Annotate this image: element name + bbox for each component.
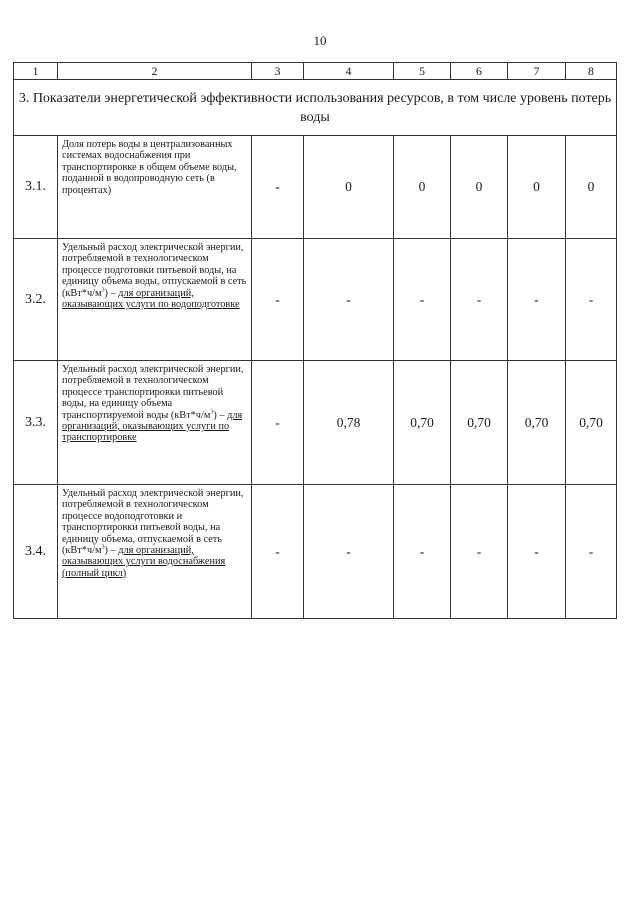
value-cell: - xyxy=(508,485,566,619)
header-cell: 4 xyxy=(304,63,394,80)
value-cell: - xyxy=(304,485,394,619)
indicators-table xyxy=(13,62,617,619)
header-cell: 7 xyxy=(508,63,566,80)
description-underlined: для организаций, оказывающих услуги водоснабжения (полный цикл) xyxy=(62,545,226,579)
description-text: Удельный расход электрической энергии, потребляемой в технологическом процессе водоподготовки и транспортировки питьевой воды, на единицу объема, отпускаемой в сеть (кВт*ч/м xyxy=(62,488,244,557)
value-cell: 0,70 xyxy=(394,361,451,485)
value-cell: 0 xyxy=(304,136,394,239)
value-cell: 0 xyxy=(566,136,617,239)
value-cell: 0,70 xyxy=(566,361,617,485)
table-row xyxy=(14,361,617,485)
superscript: 3 xyxy=(101,544,105,551)
value-cell: - xyxy=(252,361,304,485)
row-number: 3.1. xyxy=(14,136,58,239)
description-text: ) – xyxy=(104,545,119,557)
value-cell: 0 xyxy=(451,136,508,239)
value-cell: - xyxy=(394,485,451,619)
value-cell: - xyxy=(252,485,304,619)
value-cell: 0,70 xyxy=(508,361,566,485)
table-row xyxy=(14,485,617,619)
value-cell: - xyxy=(566,239,617,361)
row-number: 3.4. xyxy=(14,485,58,619)
row-description xyxy=(58,239,252,361)
description-text: Удельный расход электрической энергии, потребляемой в технологическом процессе транспортировки питьевой воды, на единицу объема транспортируемой воды (кВт*ч/м xyxy=(62,364,244,421)
description-text: Доля потерь воды в централизованных системах водоснабжения при транспортировке в общем объеме воды, поданной в водопроводную сеть (в процентах) xyxy=(62,139,237,196)
value-cell: - xyxy=(394,239,451,361)
value-cell: - xyxy=(252,136,304,239)
row-description xyxy=(58,485,252,619)
value-cell: - xyxy=(566,485,617,619)
value-cell: - xyxy=(451,239,508,361)
header-cell: 2 xyxy=(58,63,252,80)
value-cell: - xyxy=(252,239,304,361)
description-underlined: для организаций, оказывающих услуги по транспортировке xyxy=(62,409,243,444)
value-cell: - xyxy=(304,239,394,361)
value-cell: 0 xyxy=(508,136,566,239)
column-number-row xyxy=(14,63,617,80)
row-number: 3.2. xyxy=(14,239,58,361)
row-number: 3.3. xyxy=(14,361,58,485)
row-description xyxy=(58,136,252,239)
value-cell: - xyxy=(451,485,508,619)
value-cell: 0 xyxy=(394,136,451,239)
page-number: 10 xyxy=(313,33,327,48)
table-row xyxy=(14,239,617,361)
section-heading-row xyxy=(14,80,617,136)
value-cell: 0,78 xyxy=(304,361,394,485)
header-cell: 5 xyxy=(394,63,451,80)
description-text: ) – xyxy=(104,287,119,299)
description-text: Удельный расход электрической энергии, потребляемой в технологическом процессе подготовки питьевой воды, на единицу объема воды, отпускаемой в сеть (кВт*ч/м xyxy=(62,242,247,299)
header-cell: 8 xyxy=(566,63,617,80)
description-underlined: для организаций, оказывающих услуги по водоподготовке xyxy=(62,287,240,311)
value-cell: - xyxy=(508,239,566,361)
header-cell: 6 xyxy=(451,63,508,80)
header-cell: 3 xyxy=(252,63,304,80)
value-cell: 0,70 xyxy=(451,361,508,485)
superscript: 3 xyxy=(210,409,214,416)
table-row xyxy=(14,136,617,239)
section-title: 3. Показатели энергетической эффективности использования ресурсов, в том числе уровень потерь воды xyxy=(14,80,617,136)
superscript: 3 xyxy=(101,287,105,294)
header-cell: 1 xyxy=(14,63,58,80)
row-description xyxy=(58,361,252,485)
description-text: ) – xyxy=(213,409,228,421)
